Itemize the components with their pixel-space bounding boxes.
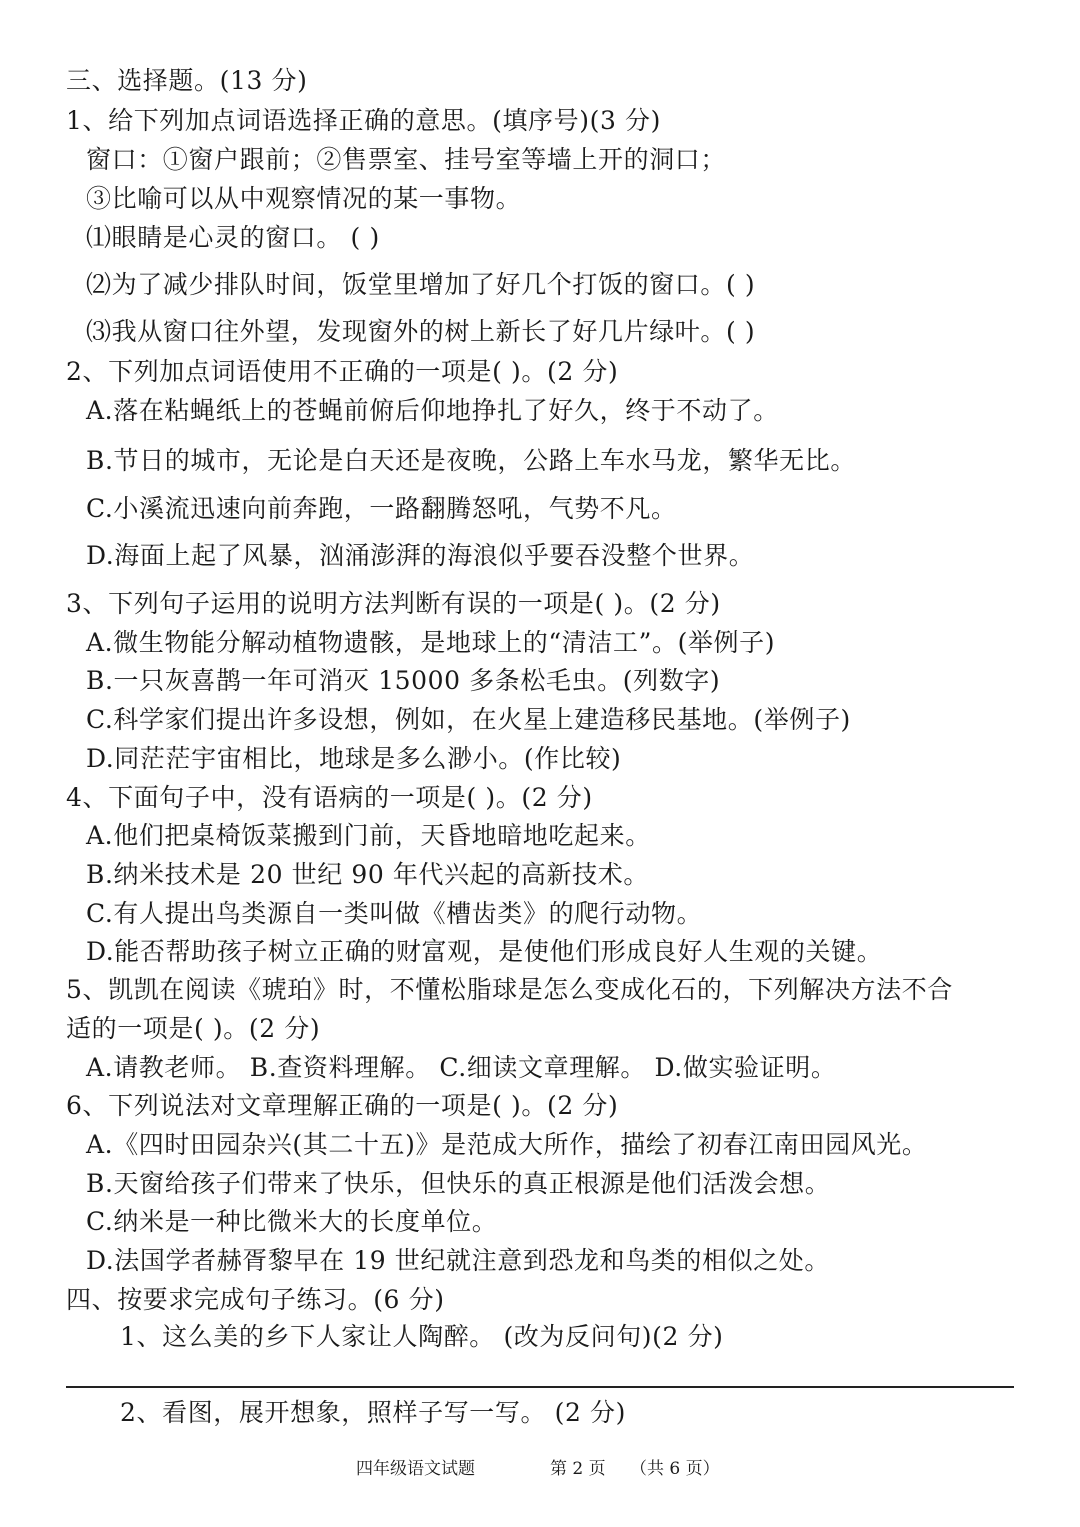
option-line: D.同茫茫宇宙相比，地球是多么渺小。(作比较) (86, 744, 622, 773)
option-line: D.海面上起了风暴，汹涌澎湃的海浪似乎要吞没整个世界。 (86, 541, 755, 570)
option-line: B.纳米技术是 20 世纪 90 年代兴起的高新技术。 (86, 860, 649, 889)
question-3: 3、下列句子运用的说明方法判断有误的一项是( )。(2 分) (66, 589, 721, 618)
option-line: C.有人提出鸟类源自一类叫做《槽齿类》的爬行动物。 (86, 899, 703, 928)
option-line: D.能否帮助孩子树立正确的财富观，是使他们形成良好人生观的关键。 (86, 937, 883, 966)
option-line: C.纳米是一种比微米大的长度单位。 (86, 1207, 498, 1236)
option-line: C.小溪流迅速向前奔跑，一路翻腾怒吼，气势不凡。 (86, 494, 677, 523)
question-text: ③比喻可以从中观察情况的某一事物。 (86, 184, 522, 213)
option-line: B.一只灰喜鹊一年可消灭 15000 多条松毛虫。(列数字) (86, 666, 721, 695)
option-line: A.请教老师。 B.查资料理解。 C.细读文章理解。 D.做实验证明。 (86, 1053, 837, 1082)
footer-total-pages: （共 6 页） (630, 1459, 720, 1479)
question-1: 1、这么美的乡下人家让人陶醉。 (改为反问句)(2 分) (120, 1322, 724, 1351)
option-line: ⑶我从窗口往外望，发现窗外的树上新长了好几片绿叶。( ) (86, 317, 756, 346)
option-line: A.他们把桌椅饭菜搬到门前，天昏地暗地吃起来。 (86, 821, 651, 850)
option-line: ⑵为了减少排队时间，饭堂里增加了好几个打饭的窗口。( ) (86, 270, 756, 299)
question-5: 5、凯凯在阅读《琥珀》时，不懂松脂球是怎么变成化石的，下列解决方法不合 (66, 975, 953, 1004)
option-line: A.微生物能分解动植物遗骸，是地球上的“清洁工”。(举例子) (86, 628, 776, 657)
question-6: 6、下列说法对文章理解正确的一项是( )。(2 分) (66, 1091, 619, 1120)
question-2: 2、下列加点词语使用不正确的一项是( )。(2 分) (66, 357, 619, 386)
question-text: 窗口：①窗户跟前；②售票室、挂号室等墙上开的洞口； (86, 145, 727, 174)
footer-page-number: 第 2 页 (550, 1459, 606, 1479)
footer-title: 四年级语文试题 (356, 1459, 475, 1479)
section-heading: 三、选择题。(13 分) (66, 66, 308, 95)
option-line: A.落在粘蝇纸上的苍蝇前俯后仰地挣扎了好久，终于不动了。 (86, 396, 779, 425)
option-line: ⑴眼睛是心灵的窗口。 ( ) (86, 223, 380, 252)
question-2: 2、看图，展开想象，照样子写一写。 (2 分) (120, 1398, 627, 1427)
option-line: B.节日的城市，无论是白天还是夜晚，公路上车水马龙，繁华无比。 (86, 446, 856, 475)
answer-line (66, 1386, 1014, 1388)
option-line: B.天窗给孩子们带来了快乐，但快乐的真正根源是他们活泼会想。 (86, 1169, 831, 1198)
question-4: 4、下面句子中，没有语病的一项是( )。(2 分) (66, 783, 593, 812)
option-line: C.科学家们提出许多设想，例如，在火星上建造移民基地。(举例子) (86, 705, 851, 734)
question-text: 适的一项是( )。(2 分) (66, 1014, 321, 1043)
option-line: A.《四时田园杂兴(其二十五)》是范成大所作，描绘了初春江南田园风光。 (86, 1130, 928, 1159)
option-line: D.法国学者赫胥黎早在 19 世纪就注意到恐龙和鸟类的相似之处。 (86, 1246, 831, 1275)
question-1: 1、给下列加点词语选择正确的意思。(填序号)(3 分) (66, 106, 661, 135)
section-heading: 四、按要求完成句子练习。(6 分) (66, 1285, 445, 1314)
